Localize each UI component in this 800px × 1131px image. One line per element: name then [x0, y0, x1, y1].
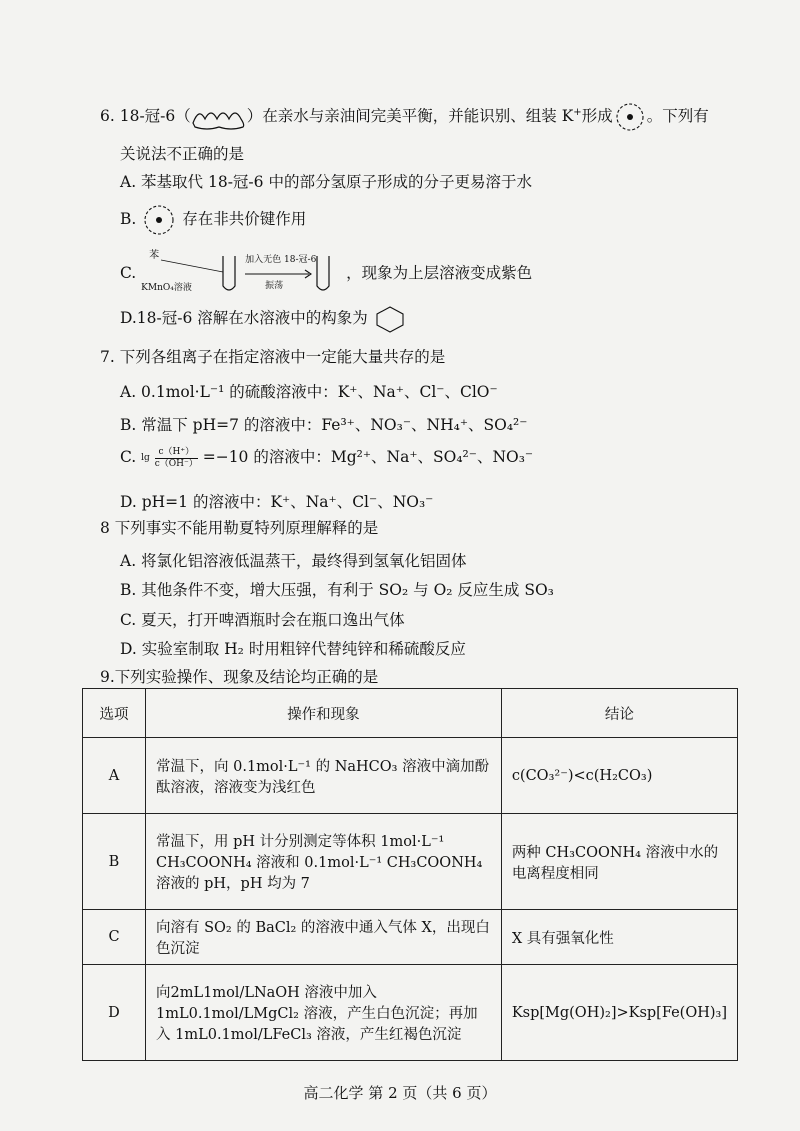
table-cell-option: B — [83, 814, 146, 910]
table-cell-conclusion: c(CO₃²⁻)<c(H₂CO₃) — [501, 738, 737, 814]
table-cell-operation: 常温下，用 pH 计分别测定等体积 1mol·L⁻¹ CH₃COONH₄ 溶液和 0.1mol·L⁻¹ CH₃COONH₄ 溶液的 pH，pH 均为 7 — [146, 814, 502, 910]
crown-ether-icon — [191, 103, 247, 131]
table-row — [83, 738, 738, 814]
q6-option-d — [120, 305, 407, 333]
q6-stem-part3: 形成 — [581, 107, 613, 125]
table-cell-option: C — [83, 910, 146, 965]
arrow-top-label: 加入无色 18-冠-6 — [245, 255, 317, 265]
table-row — [83, 965, 738, 1061]
q8-option-c: C. 夏天，打开啤酒瓶时会在瓶口逸出气体 — [120, 611, 405, 629]
fraction-numerator: c（H⁺） — [155, 447, 198, 459]
q7-option-b: B. 常温下 pH=7 的溶液中：Fe³⁺、NO₃⁻、NH₄⁺、SO₄²⁻ — [120, 416, 528, 434]
table-row — [83, 910, 738, 965]
q7-option-d: D. pH=1 的溶液中：K⁺、Na⁺、Cl⁻、NO₃⁻ — [120, 493, 434, 511]
q6-option-c-label: C. — [120, 264, 137, 282]
q6-option-d-text: D.18-冠-6 溶解在水溶液中的构象为 — [120, 309, 368, 327]
q6-option-c-text: ，现象为上层溶液变成紫色 — [346, 264, 533, 282]
q8-option-a: A. 将氯化铝溶液低温蒸干，最终得到氢氧化铝固体 — [120, 552, 467, 570]
q8-option-d: D. 实验室制取 H₂ 时用粗锌代替纯锌和稀硫酸反应 — [120, 640, 466, 658]
table-header: 结论 — [501, 689, 737, 738]
crown-complex-icon — [141, 202, 177, 238]
q7-option-c-label: C. — [120, 448, 137, 466]
table-header: 操作和现象 — [146, 689, 502, 738]
table-header-row — [83, 689, 738, 738]
experiment-table — [82, 688, 738, 1061]
fraction — [155, 447, 198, 470]
crown-ring-icon — [373, 305, 407, 333]
fraction-denominator: c（OH⁻） — [154, 458, 198, 469]
table-cell-option: D — [83, 965, 146, 1061]
table-cell-operation: 向2mL1mol/LNaOH 溶液中加入 1mL0.1mol/LMgCl₂ 溶液，产生白色沉淀；再加入 1mL0.1mol/LFeCl₃ 溶液，产生红褐色沉淀 — [146, 965, 502, 1061]
q6-stem-part1: 6. 18-冠-6（ — [100, 107, 191, 125]
q7-stem: 7. 下列各组离子在指定溶液中一定能大量共存的是 — [100, 348, 446, 366]
q6-option-b-label: B. — [120, 210, 137, 228]
q8-option-b: B. 其他条件不变，增大压强，有利于 SO₂ 与 O₂ 反应生成 SO₃ — [120, 581, 554, 599]
lg-label: lg — [141, 453, 150, 463]
q7-option-a: A. 0.1mol·L⁻¹ 的硫酸溶液中：K⁺、Na⁺、Cl⁻、ClO⁻ — [120, 383, 498, 401]
table-header: 选项 — [83, 689, 146, 738]
table-row — [83, 814, 738, 910]
q6-stem-part2: ）在亲水与亲油间完美平衡，并能识别、组装 K — [246, 107, 574, 125]
benzene-label: 苯 — [149, 250, 160, 261]
q6-stem-part4: 。下列有 — [646, 107, 709, 125]
q6-option-b — [120, 202, 306, 238]
q6-stem-line2: 关说法不正确的是 — [120, 145, 245, 163]
q6-option-a: A. 苯基取代 18-冠-6 中的部分氢原子形成的分子更易溶于水 — [120, 173, 532, 191]
q6-option-c — [120, 252, 532, 296]
k-superscript: + — [573, 106, 582, 118]
page-footer: 高二化学 第 2 页（共 6 页） — [303, 1084, 497, 1102]
q7-option-c — [120, 445, 533, 470]
table-cell-conclusion: X 具有强氧化性 — [501, 910, 737, 965]
q6-option-b-text: 存在非共价键作用 — [182, 210, 307, 228]
table-cell-conclusion: 两种 CH₃COONH₄ 溶液中水的电离程度相同 — [501, 814, 737, 910]
q8-stem: 8 下列事实不能用勒夏特列原理解释的是 — [100, 519, 379, 537]
q7-option-c-text: =−10 的溶液中：Mg²⁺、Na⁺、SO₄²⁻、NO₃⁻ — [202, 448, 534, 466]
crown-complex-icon — [613, 100, 647, 134]
kmno4-label: KMnO₄溶液 — [141, 283, 192, 293]
table-cell-option: A — [83, 738, 146, 814]
table-cell-conclusion: Ksp[Mg(OH)₂]>Ksp[Fe(OH)₃] — [501, 965, 737, 1061]
q6-stem-line1 — [100, 100, 709, 134]
experiment-diagram — [141, 252, 341, 296]
q9-stem: 9.下列实验操作、现象及结论均正确的是 — [100, 668, 379, 686]
table-cell-operation: 常温下，向 0.1mol·L⁻¹ 的 NaHCO₃ 溶液中滴加酚酞溶液，溶液变为浅红色 — [146, 738, 502, 814]
arrow-bottom-label: 振荡 — [265, 281, 284, 291]
table-cell-operation: 向溶有 SO₂ 的 BaCl₂ 的溶液中通入气体 X，出现白色沉淀 — [146, 910, 502, 965]
